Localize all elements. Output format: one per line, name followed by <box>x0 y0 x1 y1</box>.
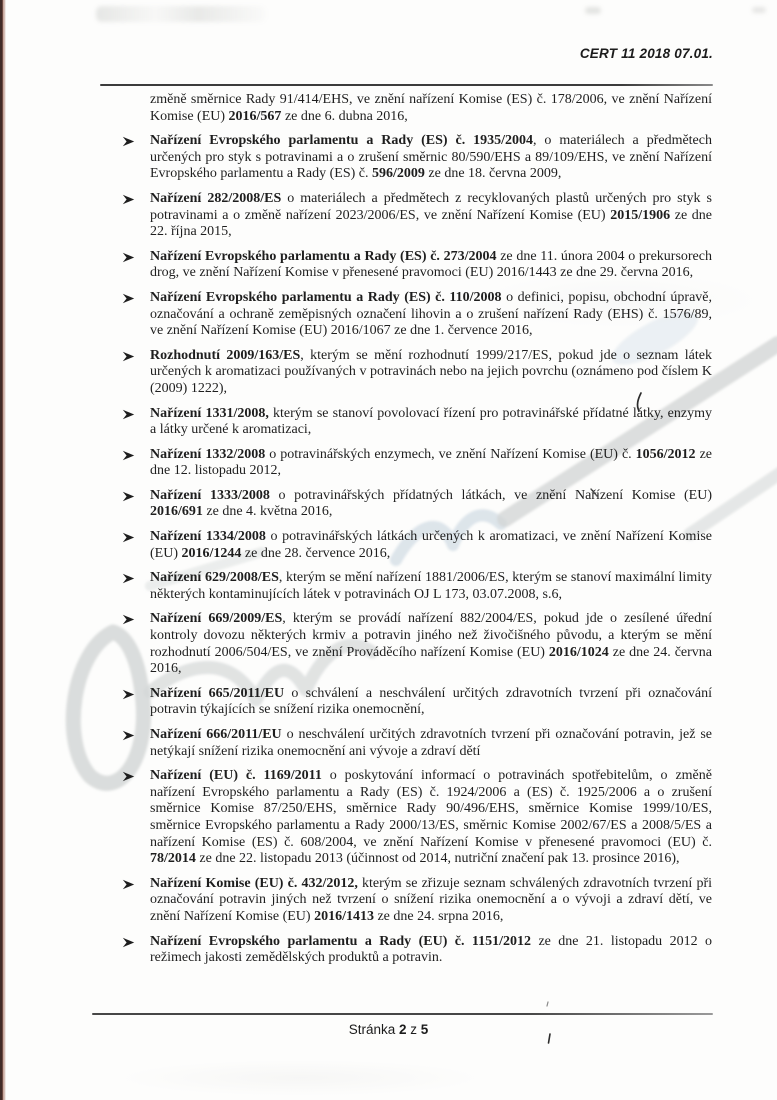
list-item-text: Nařízení 1334/2008 o potravinářských látkách určených k aromatizaci, ve znění Nařízení Komise (EU) 2016/1244 ze dne 28. července 2016, <box>150 529 712 561</box>
list-item-text: Nařízení 1332/2008 o potravinářských enzymech, ve znění Nařízení Komise (EU) č. 1056/2012 ze dne 12. listopadu 2012, <box>150 446 712 479</box>
footer-page-label: Stránka <box>348 1022 396 1037</box>
list-item-text: Nařízení Komise (EU) č. 432/2012, kterým se zřizuje seznam schválených zdravotních tvrzení při označování potravin jiných než tvrzení o snížení rizika onemocnění a o vývoji a zdraví dětí, ve znění Nařízení Komise (EU) 2016/1413 ze dne 24. srpna 2016, <box>150 875 713 924</box>
list-item-text: Nařízení 665/2011/EU o schválení a neschválení určitých zdravotních tvrzení při označování potravin týkajících se snížení rizika onemocnění, <box>150 685 712 718</box>
list-item-text: Nařízení 629/2008/ES, kterým se mění nařízení 1881/2006/ES, kterým se stanoví maximální limity některých kontaminujících látek v potravinách OJ L 173, 03.07.2008, s.6, <box>150 570 712 602</box>
list-item-text: Nařízení Evropského parlamentu a Rady (EU) č. 1151/2012 ze dne 21. listopadu 2012 o režimech jakosti zemědělských produktů a potravin. <box>150 933 712 966</box>
intro-continuation-paragraph: změně směrnice Rady 91/414/EHS, ve znění nařízení Komise (ES) č. 178/2006, ve znění Nařízení Komise (EU) 2016/567 ze dne 6. dubna 2016, <box>150 92 712 124</box>
list-item-text: Nařízení 666/2011/EU o neschválení určitých zdravotních tvrzení při označování potravin, jež se netýkají snížení rizika onemocnění ani vývoje a zdraví dětí <box>150 727 712 759</box>
list-item-text: Nařízení (EU) č. 1169/2011 o poskytování informací o potravinách spotřebitelům, o změně nařízení Evropského parlamentu a Rady (ES) č. 1924/2006 a (ES) č. 1925/2006 a o zrušení směrnice Komise 87/250/EHS, směrnice Rady 90/496/EHS, směrnice Komise 1999/10/ES, směrnice Evropského parlamentu a Rady 2000/13/ES, směrnic Komise 2002/67/ES a 2008/5/ES a nařízení Komise (ES) č. 608/2004, ve znění Nařízení Komise v přenesené pravomoci (EU) č. 78/2014 ze dne 22. listopadu 2013 (účinnost od 2014, nutriční značení pak 13. prosince 2016), <box>150 768 712 867</box>
list-item-text: Rozhodnutí 2009/163/ES, kterým se mění rozhodnutí 1999/217/ES, pokud jde o seznam látek určených k aromatizaci používaných v potravinách nebo na jejich povrchu (oznámeno pod číslem K (2009) 1222), <box>150 347 712 396</box>
list-item-text: Nařízení Evropského parlamentu a Rady (ES) č. 110/2008 o definici, popisu, obchodní úpravě, označování a ochraně zeměpisných označení lihovin a o zrušení nařízení Rady (EHS) č. 1576/89, ve znění Nařízení Komise (EU) 2016/1067 ze dne 1. července 2016, <box>150 289 712 339</box>
list-item-text: Nařízení 1331/2008, kterým se stanoví povolovací řízení pro potravinářské přídatné látky, enzymy a látky určené k aromatizaci, <box>150 405 712 438</box>
footer-of-word: z <box>410 1022 418 1037</box>
list-item-text: Nařízení 669/2009/ES, kterým se provádí nařízení 882/2004/ES, pokud jde o zesílené úřední kontroly dovozu některých krmiv a potravin jiného než živočišného původu, a kterým se mění rozhodnutí 2006/504/ES, ve znění Prováděcího nařízení Komise (EU) 2016/1024 ze dne 24. června 2016, <box>150 611 712 677</box>
list-item-text: Nařízení 282/2008/ES o materiálech a předmětech z recyklovaných plastů určených pro styk s potravinami a o změně nařízení 2023/2006/ES, ve znění Nařízení Komise (EU) 2015/1906 ze dne 22. října 2015, <box>150 190 712 240</box>
document-code: CERT 11 2018 07.01. <box>579 46 713 61</box>
list-item-text: Nařízení Evropského parlamentu a Rady (ES) č. 273/2004 ze dne 11. února 2004 o prekursorech drog, ve znění Nařízení Komise v přenesené pravomoci (EU) 2016/1443 ze dne 29. června 2016, <box>150 248 712 281</box>
list-item-text: Nařízení Evropského parlamentu a Rady (ES) č. 1935/2004, o materiálech a předmětech určených pro styk s potravinami a o zrušení směrnic 80/590/EHS a 89/109/EHS, ve znění Nařízení Evropského parlamentu a Rady (ES) č. 596/2009 ze dne 18. června 2009, <box>150 133 712 182</box>
list-item-text: Nařízení 1333/2008 o potravinářských přídatných látkách, ve znění Nařízení Komise (EU) 2016/691 ze dne 4. května 2016, <box>150 487 712 520</box>
footer-total-pages: 5 <box>420 1022 429 1037</box>
footer-page-number: 2 <box>398 1022 407 1037</box>
